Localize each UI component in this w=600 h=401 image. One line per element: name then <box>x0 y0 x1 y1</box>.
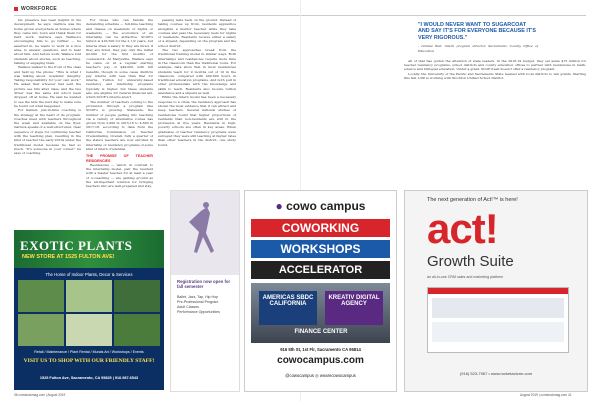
list-item: Pre-Professional Program <box>177 300 219 304</box>
act-screenshot <box>427 287 569 353</box>
pull-quote: "I WOULD NEVER WANT TO SUGARCOAT AND SAY IT'S FOR EVERYONE BECAUSE IT'S VERY RIGOROUS." <box>418 22 536 41</box>
ad-address: 1525 Fulton Ave, Sacramento, CA 95825 | 916.987.6543 <box>39 376 139 380</box>
act-phone[interactable]: (916) 523-7967 <box>459 371 488 376</box>
cowo-url[interactable]: cowocampus.com <box>277 355 364 366</box>
article-body-right <box>404 59 586 80</box>
plant-photo <box>18 314 64 346</box>
dancer-photo <box>171 191 239 275</box>
act-url[interactable]: www.rocketactcrm.com <box>490 371 533 376</box>
ad-subtitle: NEW STORE AT 1525 FULTON AVE! <box>22 254 115 260</box>
ad-tagline: The Home of Indoor Plants, Decor & Services <box>45 272 133 277</box>
plant-photo <box>66 314 112 346</box>
exotic-plants-ad[interactable] <box>14 230 164 390</box>
ad-cta: VISIT US TO SHOP WITH OUR FRIENDLY STAFF! <box>23 358 155 364</box>
photo-collage <box>18 280 160 346</box>
act-product: Growth Suite <box>427 253 514 270</box>
plant-photo <box>18 280 64 312</box>
list-item: Performance Opportunities <box>177 310 220 314</box>
paragraph: Residencies — which, in contrast to the internship model, pair the resident with a master teacher for at least a year of co-teaching — are gaining ground as the all-important solution for bringing teachers who are well-prepared and stay. <box>86 162 153 189</box>
cowo-mark-icon: ● <box>275 199 283 213</box>
article-column-4 <box>404 22 586 122</box>
screenshot-panel <box>432 298 564 318</box>
plant-photo <box>66 280 112 312</box>
paragraph: passing tests back on the ground. Instead of taking courses up front, residents apprentice alongside a mentor teacher while they take courses and pass the necessary tests for nights or weekends. Residents receive either a salary or a stipend, depending on the program and the school district. <box>158 18 236 48</box>
subheading: THE PROMISE OF TEACHER RESIDENCIES <box>86 154 153 163</box>
list-item: Adult Classes <box>177 305 199 309</box>
cowo-address: 916 5th St, 1st Flr, Sacramento CA 95814 <box>280 347 361 352</box>
act-tagline: an all-in-one CRM sales and marketing platform <box>427 275 504 279</box>
act-logo: act! <box>427 205 498 252</box>
act-kicker: The next generation of Act!™ is here! <box>427 197 518 203</box>
article-column-3 <box>158 18 236 188</box>
paragraph: For Delmet, just-in-time coaching is the strategy at the heart of its program. Coaches meet with teachers throughout the week and available on the flyer. Garnica speaks of a well-structured, clear sequence of steps for continuing teacher with the teaching plan, resulting in the kind of teacher the early 2010s under the traditional model because he had so much. "It's someone in your corner," he says of coaching. <box>14 108 81 156</box>
accelerator-bar: ACCELERATOR <box>251 261 390 279</box>
dance-heading: Registration now open for fall semester <box>177 279 231 289</box>
social-handle-2[interactable]: wearecowocampus <box>319 373 356 378</box>
screenshot-header <box>428 288 568 294</box>
article-column-1 <box>14 18 81 226</box>
section-label: WORKFORCE <box>14 6 57 12</box>
paragraph: While the intern model has been a necessary response to a crisis, the residency approach has shown the most evidence that it can attract and keep teachers. Several national studies of residencies found that higher proportions of residents than non-residents are still in the profession at five years. Residents in high-poverty schools are often in key areas. When graduates of teacher residency programs were surveyed they were still teaching at higher rates than other teachers in the district, one study found. <box>158 95 236 147</box>
dancer-head <box>203 202 209 208</box>
kreativ-panel: KREATIV DIGITAL AGENCY <box>325 291 383 325</box>
act-growth-suite-ad[interactable] <box>404 190 588 392</box>
act-footer: (916) 523-7967 • www.rocketactcrm.com <box>459 371 533 376</box>
footer-left: 36 comstockmag.com | August 2019 <box>14 393 66 397</box>
coworking-bar: COWORKING <box>251 219 390 237</box>
cowo-social <box>245 373 396 378</box>
ad-title: EXOTIC PLANTS <box>20 238 133 253</box>
paragraph: The number of teachers coming to the profession through a program like SCOE's is growing. Statewide, the number of people getting into teaching via a variety of alternative routes has grown from 2,800 in 2015-16 to 4,600 in 2017-18, according to data from the California Commission on Teacher Credentialing. Overall, fully a quarter of the state's teachers are now enrolled in internship or residency programs of some kind of intern credential. <box>86 99 153 151</box>
paragraph: his presence has been helpful in his development, he says. Garnica was his home grown everywhere at homes where they came into town and thank them for hard work. Garnica says Wallace's encouraging him to go further — he asserted in, he wants to work in a nice area, to answer questions, and to hear about him. And before work, Wallace told students about stories, such as teaching, talking or engaging them. <box>14 18 81 65</box>
instagram-icon: ◎ <box>315 373 320 378</box>
article-column-2 <box>86 18 153 189</box>
paragraph: All of that has gotten the attention of state leaders. In the 2018-19 budget, they set aside $75 million for teacher residency programs, school districts and county education offices to partner with residencies in math, science and bilingual education. Under a grant, SCOE itself doesn't offer a residency program. <box>404 58 586 72</box>
cowo-campus-ad[interactable] <box>244 190 397 392</box>
dance-list <box>177 295 233 315</box>
paragraph: The two approaches break from the traditional training model in similar ways. Both internships and residencies require more time in the classroom than the traditional route. For example, data show that in most residencies students teach for 9 months out of 10 in the classroom, compared with 400-600 hours in traditional education programs. And both pull in older professionals with the knowledge and skills to teach. Residents also receive tuition assistance and a stipend as well. <box>158 48 236 96</box>
pull-quote-attribution: - Lindsie Bell, intern program director, Sacramento County Office of Education <box>418 44 538 53</box>
screenshot-panel <box>432 322 564 342</box>
finance-center: FINANCE CENTER <box>294 329 348 335</box>
social-handle-1[interactable]: @cowocampus <box>285 373 314 378</box>
list-item: Ballet, Jazz, Tap, Hip Hop <box>177 295 219 299</box>
cowo-logo: ● cowo campus <box>275 199 366 213</box>
footer-right: August 2019 | comstockmag.com 41 <box>520 393 572 397</box>
plant-photo <box>114 314 160 346</box>
paragraph: Locally, the University of the Pacific and Sacramento State teamed with local districts to win grants. Starting this fall, UOP is working with Stockton Unified School District. <box>404 71 586 80</box>
plant-photo <box>114 280 160 312</box>
workshops-bar: WORKSHOPS <box>251 240 390 258</box>
ad-services: Retail / Maintenance / Plant Rental / Murals Art / Workshops / Events <box>34 350 144 354</box>
sbdc-panel: AMERICAS SBDC CALIFORNIA <box>259 291 317 325</box>
section-marker <box>14 7 18 11</box>
paragraph: Wallace walked to the front of the class and held up the phone: "This is what I was talking about. Academic integrity. Taking responsibility for your own work." He asked that whoever had sent the picture see him after class, and the bus driver was the same kid who'd been dropped off at home. He said he wanted to see the kids the next day to make sure he found out what happened. <box>14 65 81 108</box>
paragraph: For those who can handle the demanding schedule — full-time teaching and classes on weekends or nights or weekends — the economics of an internship can be attractive. SCOE's tuition is $16,500 for the 2 1/2 years, but interns draw a salary. If they are hired, if they are hired, they pay only the initial $2,000 for the first months of coursework. At Marysville, Wallace says he came on at a regular starting teacher's pay of $49,000 with full benefits, though in some cases districts pay interns with less than that for interns. Tuition for university-based residency and internship programs typically is higher, but these students also are eligible for federal financial aid, which SCOE's interns aren't. <box>86 18 153 100</box>
dance-studio-ad[interactable] <box>170 190 240 392</box>
